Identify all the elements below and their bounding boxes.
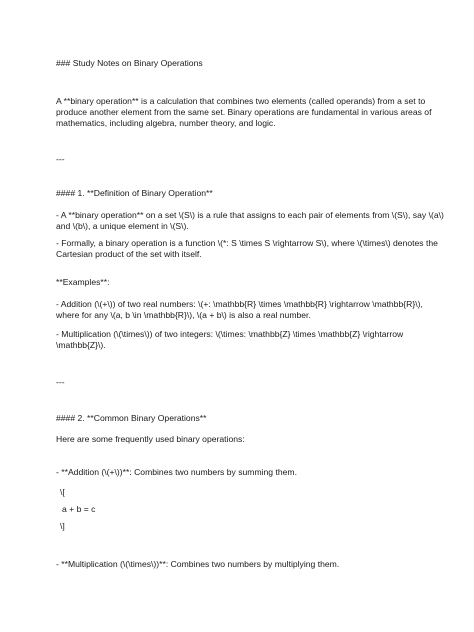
- section1-bullet2-line2: Cartesian product of the set with itself.: [56, 249, 202, 259]
- multiplication-item: - **Multiplication (\(\times\))**: Combines two numbers by multiplying them.: [56, 559, 340, 569]
- section1-heading: #### 1. **Definition of Binary Operation**: [56, 188, 213, 198]
- section1-bullet1-line2: and \(b\), a unique element in \(S\).: [56, 221, 189, 231]
- addition-item: - **Addition (\(+\))**: Combines two numbers by summing them.: [56, 467, 297, 477]
- separator-2: ---: [56, 377, 65, 387]
- math-close-bracket: \]: [60, 521, 65, 531]
- example2-line2: \mathbb{Z}\).: [56, 340, 106, 350]
- example2-line1: - Multiplication (\(\times\)) of two integers: \(\times: \mathbb{Z} \times \mathbb{Z} \rightarrow: [56, 329, 404, 339]
- example1-line1: - Addition (\(+\)) of two real numbers: \(+: \mathbb{R} \times \mathbb{R} \rightarrow \mathbb{R}\),: [56, 299, 423, 309]
- section1-bullet1-line1: - A **binary operation** on a set \(S\) is a rule that assigns to each pair of elements from \(S\), say \(a\): [56, 210, 444, 220]
- intro-line-3: mathematics, including algebra, number theory, and logic.: [56, 118, 276, 128]
- section2-intro: Here are some frequently used binary operations:: [56, 434, 245, 444]
- section1-bullet2-line1: - Formally, a binary operation is a function \(*: S \times S \rightarrow S\), where \(\times\) denotes the: [56, 238, 438, 248]
- intro-line-2: produce another element from the same set. Binary operations are fundamental in various areas of: [56, 107, 432, 117]
- intro-line-1: A **binary operation** is a calculation that combines two elements (called operands) from a set to: [56, 96, 426, 106]
- separator-1: ---: [56, 154, 65, 164]
- examples-label: **Examples**:: [56, 277, 110, 287]
- math-open-bracket: \[: [60, 487, 65, 497]
- document-heading: ### Study Notes on Binary Operations: [56, 58, 203, 68]
- example1-line2: where for any \(a, b \in \mathbb{R}\), \(a + b\) is also a real number.: [56, 310, 311, 320]
- math-formula: a + b = c: [62, 504, 96, 514]
- section2-heading: #### 2. **Common Binary Operations**: [56, 413, 207, 423]
